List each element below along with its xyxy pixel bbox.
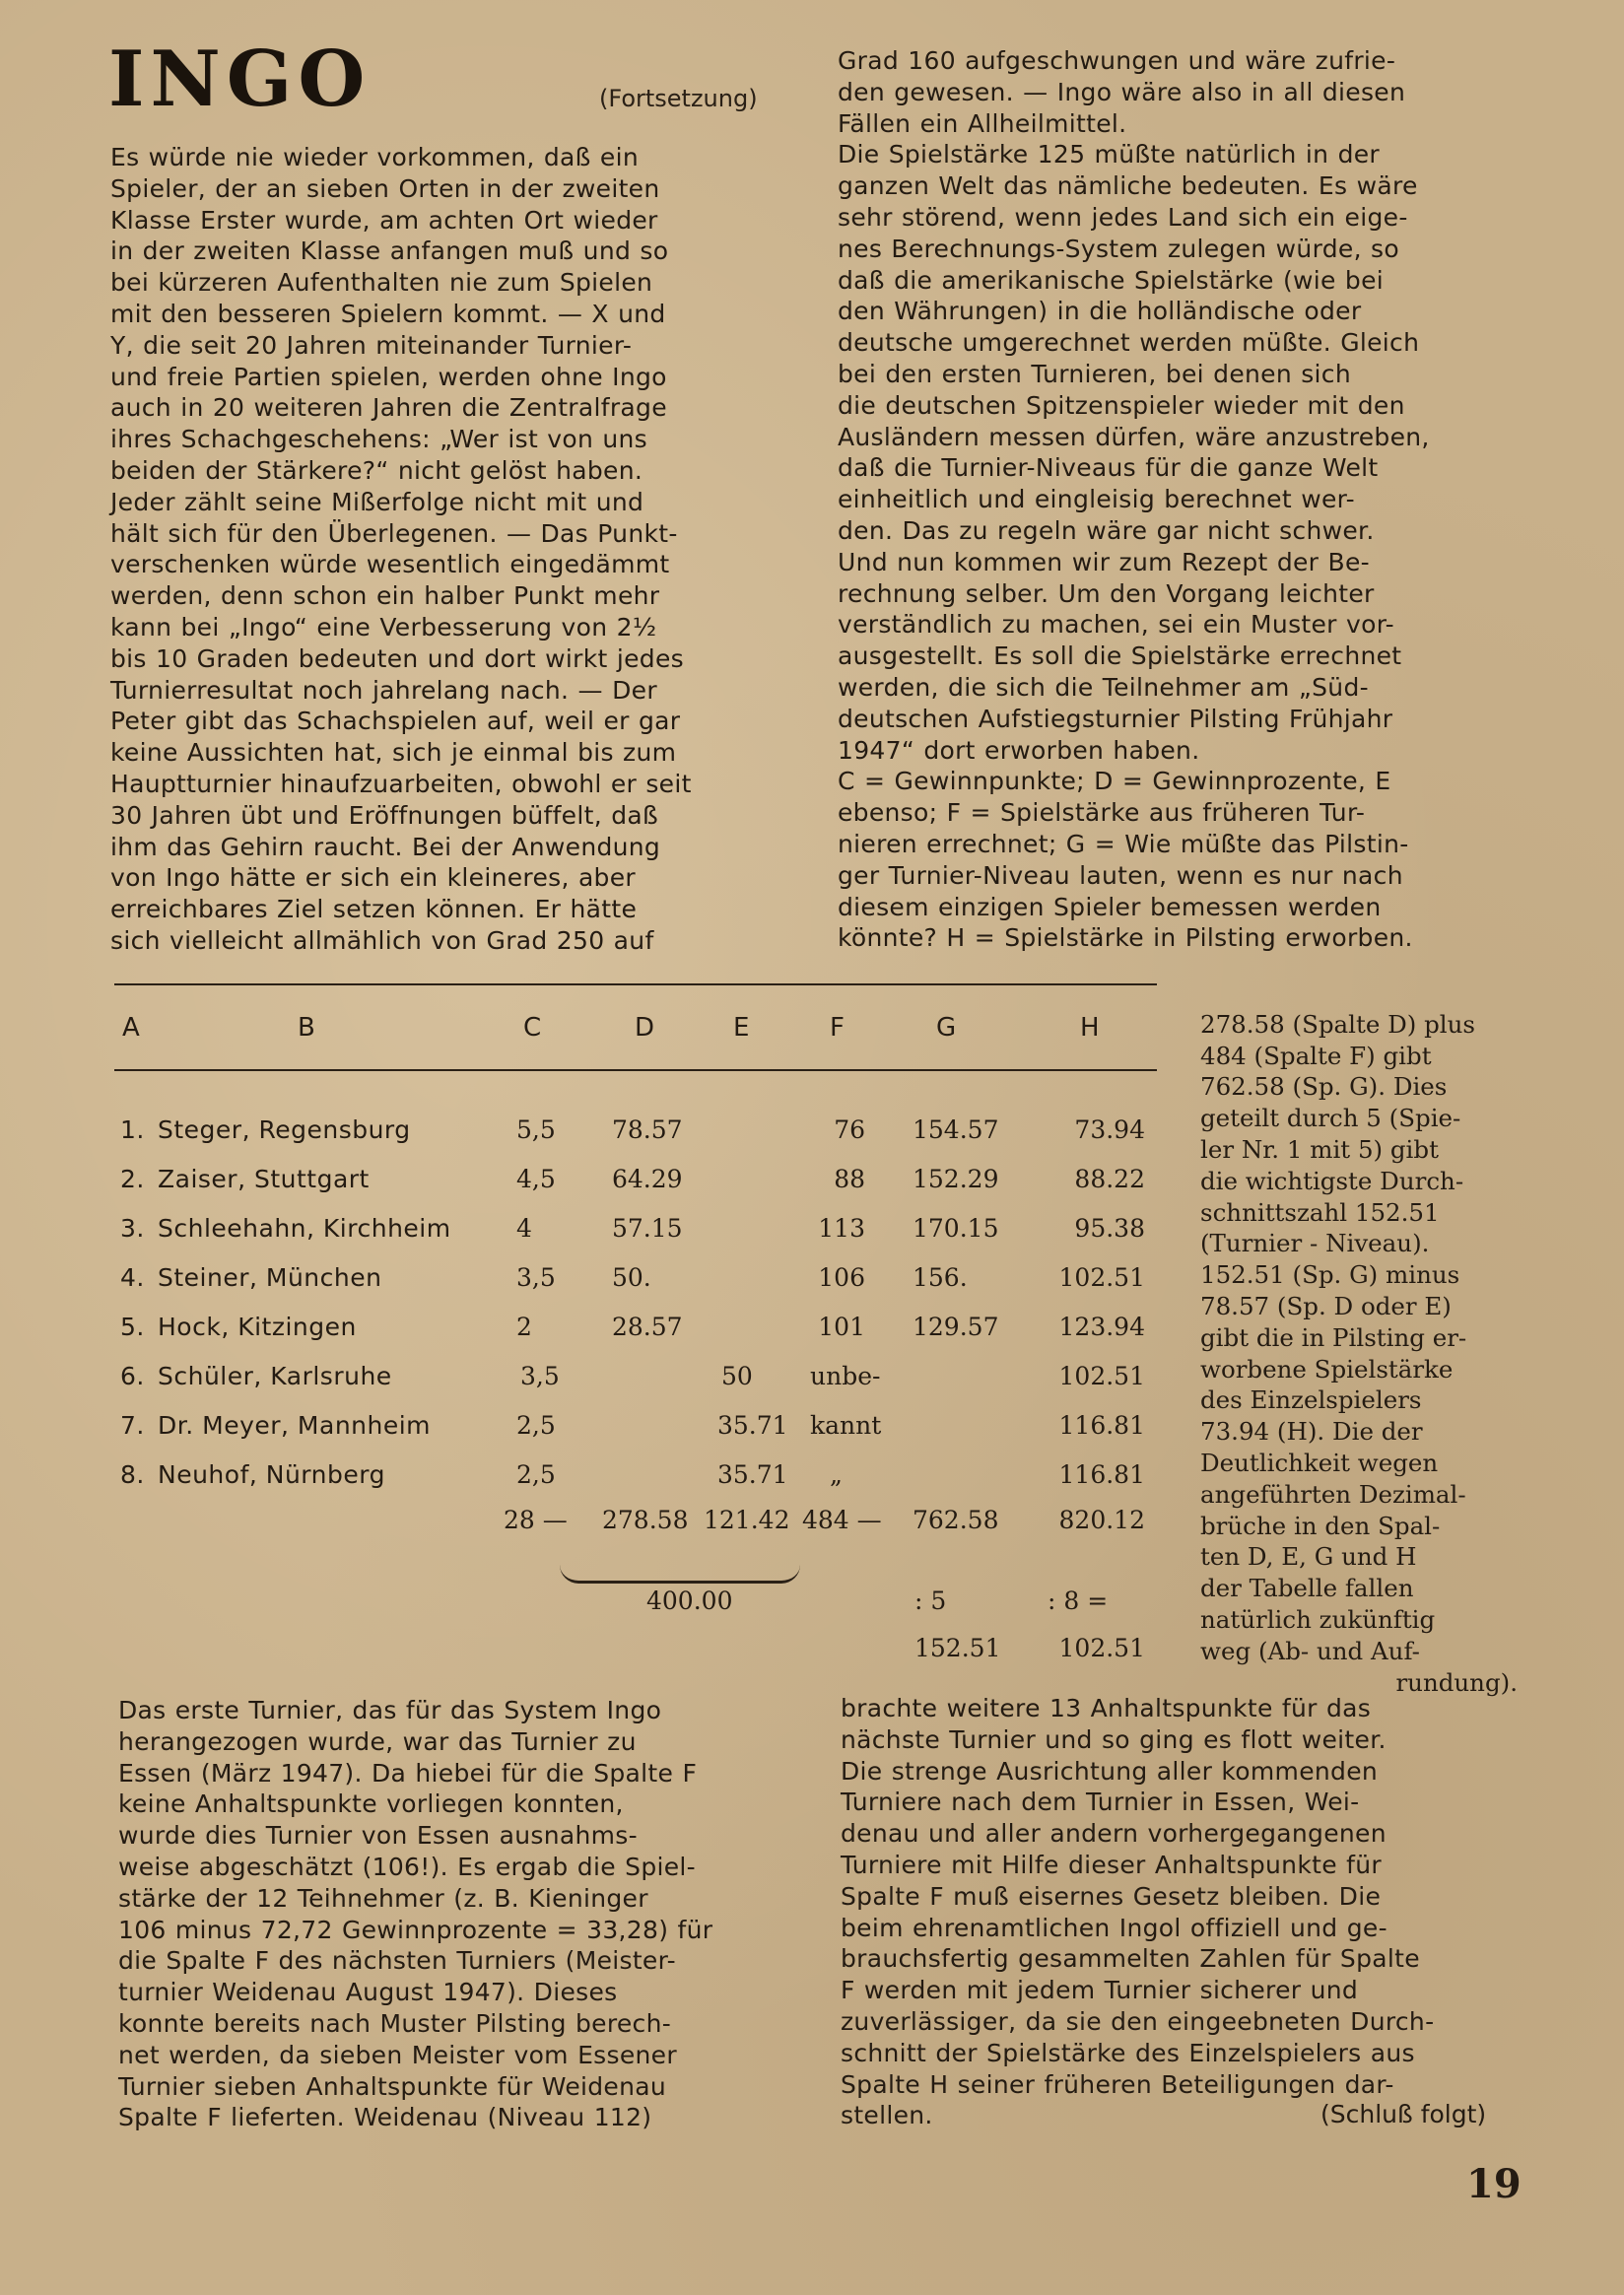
cell-c: 3,5	[520, 1362, 560, 1390]
row-nr: 4.	[120, 1263, 145, 1292]
cell-d: 28.57	[612, 1313, 683, 1341]
cell-g: 170.15	[913, 1214, 999, 1243]
header-d: D	[635, 1013, 655, 1043]
cell-e: 35.71	[717, 1411, 788, 1440]
cell-h: 88.22	[1074, 1165, 1145, 1193]
cell-h: 116.81	[1058, 1411, 1145, 1440]
player-name: Schüler, Karlsruhe	[158, 1362, 392, 1390]
cell-h: 102.51	[1058, 1362, 1145, 1390]
row-nr: 3.	[120, 1214, 145, 1243]
column-top-right: Grad 160 aufgeschwungen und wäre zufrie- den gewesen. — Ingo wäre also in all diesen Fällen ein Allheilmittel. Die Spielstärke 125 müßte natürlich in der ganzen Welt das nämliche bedeuten. Es wäre sehr störend, wenn jedes Land sich ein eige- nes Berechnungs-System zulegen würde, so daß die amerikanische Spielstärke (wie bei den Währungen) in die holländische oder deutsche umgerechnet werden müßte. Gleich bei den ersten Turnieren, bei denen sich die deutschen Spitzenspieler wieder mit den Ausländern messen dürfen, wäre anzustreben, daß die Turnier-Niveaus für die ganze Welt einheitlich und eingleisig berechnet wer- den. Das zu regeln wäre gar nicht schwer. Und nun kommen wir zum Rezept der Be- rechnung selber. Um den Vorgang leichter verständlich zu machen, sei ein Muster vor- ausgestellt. Es soll die Spielstärke errechnet werden, die sich die Teilnehmer am „Süd- deutschen Aufstiegsturnier Pilsting Frühjahr 1947“ dort erworben haben. C = Gewinnpunkte; D = Gewinnprozente, E ebenso; F = Spielstärke aus früheren Tur- nieren errechnet; G = Wie müßte das Pilstin- ger Turnier-Niveau lauten, wenn es nur nach diesem einzigen Spieler bemessen werden könnte? H = Spielstärke in Pilsting erworben.	[838, 46, 1430, 953]
cell-g: 152.29	[913, 1165, 999, 1193]
header-b: B	[298, 1013, 315, 1043]
header-e: E	[733, 1013, 750, 1043]
table-row	[114, 1362, 1157, 1401]
cell-f: 113	[818, 1214, 865, 1243]
side-note-text: 278.58 (Spalte D) plus 484 (Spalte F) gibt 762.58 (Sp. G). Dies geteilt durch 5 (Spie- ler Nr. 1 mit 5) gibt die wichtigste Durch- schnittszahl 152.51 (Turnier - Niveau). 152.51 (Sp. G) minus 78.57 (Sp. D oder E) gibt die in Pilsting er- worbene Spielstärke des Einzelspielers 73.94 (H). Die der Deutlichkeit wegen angeführten Dezimal- brüche in den Spal- ten D, E, G und H der Tabelle fallen natürlich zukünftig weg (Ab- und Auf-	[1200, 1009, 1475, 1665]
player-name: Dr. Meyer, Mannheim	[158, 1411, 432, 1440]
table-header-rule	[114, 1069, 1157, 1071]
cell-g: 129.57	[913, 1313, 999, 1341]
cell-e: 50	[721, 1362, 753, 1390]
row-nr: 6.	[120, 1362, 145, 1390]
table-row	[114, 1460, 1157, 1500]
row-nr: 5.	[120, 1313, 145, 1341]
header-g: G	[936, 1013, 957, 1043]
cell-c: 2,5	[516, 1460, 556, 1489]
cell-d: 57.15	[612, 1214, 683, 1243]
column-bottom-right: brachte weitere 13 Anhaltspunkte für das nächste Turnier und so ging es flott weiter. Die strenge Ausrichtung aller kommenden Turniere nach dem Turnier in Essen, Wei- denau und aller andern vorhergegangenen Turniere mit Hilfe dieser Anhaltspunkte für Spalte F muß eisernes Gesetz bleiben. Die beim ehrenamtlichen Ingol offiziell und ge- brauchsfertig gesammelten Zahlen für Spalte F werden mit jedem Turnier sicherer und zuverlässiger, da sie den eingeebneten Durch- schnitt der Spielstärke des Einzelspielers aus Spalte H seiner früheren Beteiligungen dar- stellen.	[841, 1694, 1435, 2130]
cell-d: 64.29	[612, 1165, 683, 1193]
cell-f: unbe-	[810, 1362, 881, 1390]
table-side-note	[1200, 978, 1518, 1729]
total-f: 484 —	[802, 1506, 882, 1534]
cell-g: 154.57	[913, 1115, 999, 1144]
cell-c: 2	[516, 1313, 532, 1341]
de-sum: 400.00	[646, 1586, 733, 1615]
header-a: A	[122, 1013, 140, 1043]
column-bottom-left: Das erste Turnier, das für das System Ingo herangezogen wurde, war das Turnier zu Essen (März 1947). Da hiebei für die Spalte F keine Anhaltspunkte vorliegen konnten, wurde dies Turnier von Essen ausnahms- weise abgeschätzt (106!). Es ergab die Spiel- stärke der 12 Teihnehmer (z. B. Kieninger 106 minus 72,72 Gewinnprozente = 33,28) für die Spalte F des nächsten Turniers (Meister- turnier Weidenau August 1947). Dieses konnte bereits nach Muster Pilsting berech- net werden, da sieben Meister vom Essener Turnier sieben Anhaltspunkte für Weidenau Spalte F lieferten. Weidenau (Niveau 112)	[118, 1696, 713, 2132]
cell-h: 123.94	[1058, 1313, 1145, 1341]
cell-f: kannt	[810, 1411, 882, 1440]
total-e: 121.42	[704, 1506, 790, 1534]
table-row	[114, 1263, 1157, 1303]
cell-c: 5,5	[516, 1115, 556, 1144]
average-g: 152.51	[914, 1634, 1001, 1662]
total-h: 820.12	[1058, 1506, 1145, 1534]
header-c: C	[523, 1013, 542, 1043]
cell-g: 156.	[913, 1263, 968, 1292]
total-c: 28 —	[504, 1506, 568, 1534]
header-h: H	[1080, 1013, 1100, 1043]
side-note-last-line: rundung).	[1395, 1667, 1518, 1697]
cell-h: 102.51	[1058, 1263, 1145, 1292]
page-number: 19	[1466, 2161, 1522, 2207]
table-row	[114, 1214, 1157, 1253]
row-nr: 1.	[120, 1115, 145, 1144]
column-top-left: Es würde nie wieder vorkommen, daß ein Spieler, der an sieben Orten in der zweiten Klasse Erster wurde, am achten Ort wieder in der zweiten Klasse anfangen muß und so bei kürzeren Aufenthalten nie zum Spielen mit den besseren Spielern kommt. — X und Y, die seit 20 Jahren miteinander Turnier- und freie Partien spielen, werden ohne Ingo auch in 20 weiteren Jahren die Zentralfrage ihres Schachgeschehens: „Wer ist von uns beiden der Stärkere?“ nicht gelöst haben. Jeder zählt seine Mißerfolge nicht mit und hält sich für den Überlegenen. — Das Punkt- verschenken würde wesentlich eingedämmt werden, denn schon ein halber Punkt mehr kann bei „Ingo“ eine Verbesserung von 2½ bis 10 Graden bedeuten und dort wirkt jedes Turnierresultat noch jahrelang nach. — Der Peter gibt das Schachspielen auf, weil er gar keine Aussichten hat, sich je einmal bis zum Hauptturnier hinaufzuarbeiten, obwohl er seit 30 Jahren übt und Eröffnungen büffelt, daß ihm das Gehirn raucht. Bei der Anwendung von Ingo hätte er sich ein kleineres, aber erreichbares Ziel setzen können. Er hätte sich vielleicht allmählich von Grad 250 auf	[110, 143, 692, 955]
row-nr: 2.	[120, 1165, 145, 1193]
divisor-h: : 8 =	[1048, 1586, 1109, 1615]
player-name: Steger, Regensburg	[158, 1115, 411, 1144]
table-top-rule	[114, 983, 1157, 985]
divisor-g: : 5	[914, 1586, 947, 1615]
cell-c: 4,5	[516, 1165, 556, 1193]
player-name: Hock, Kitzingen	[158, 1313, 357, 1341]
cell-h: 73.94	[1074, 1115, 1145, 1144]
cell-f: 101	[818, 1313, 865, 1341]
average-h: 102.51	[1058, 1634, 1145, 1662]
row-nr: 7.	[120, 1411, 145, 1440]
header-f: F	[830, 1013, 845, 1043]
cell-f: 88	[834, 1165, 865, 1193]
cell-d: 78.57	[612, 1115, 683, 1144]
cell-f: 76	[834, 1115, 865, 1144]
table-row	[114, 1313, 1157, 1352]
cell-f: „	[830, 1460, 843, 1489]
player-name: Schleehahn, Kirchheim	[158, 1214, 451, 1243]
cell-d: 50.	[612, 1263, 651, 1292]
table-row	[114, 1411, 1157, 1451]
sum-bracket	[560, 1565, 800, 1584]
total-d: 278.58	[602, 1506, 689, 1534]
total-g: 762.58	[913, 1506, 999, 1534]
cell-c: 3,5	[516, 1263, 556, 1292]
player-name: Steiner, München	[158, 1263, 382, 1292]
cell-h: 95.38	[1074, 1214, 1145, 1243]
totals-row	[114, 1506, 1157, 1545]
player-name: Zaiser, Stuttgart	[158, 1165, 370, 1193]
cell-e: 35.71	[717, 1460, 788, 1489]
player-name: Neuhof, Nürnberg	[158, 1460, 385, 1489]
continued-label: (Fortsetzung)	[599, 85, 758, 112]
table-row	[114, 1165, 1157, 1204]
cell-h: 116.81	[1058, 1460, 1145, 1489]
cell-c: 2,5	[516, 1411, 556, 1440]
continued-note: (Schluß folgt)	[1320, 2100, 1487, 2128]
row-nr: 8.	[120, 1460, 145, 1489]
calculation-table	[114, 983, 1157, 1673]
cell-f: 106	[818, 1263, 865, 1292]
cell-c: 4	[516, 1214, 532, 1243]
article-title: INGO	[108, 34, 372, 124]
table-row	[114, 1115, 1157, 1155]
